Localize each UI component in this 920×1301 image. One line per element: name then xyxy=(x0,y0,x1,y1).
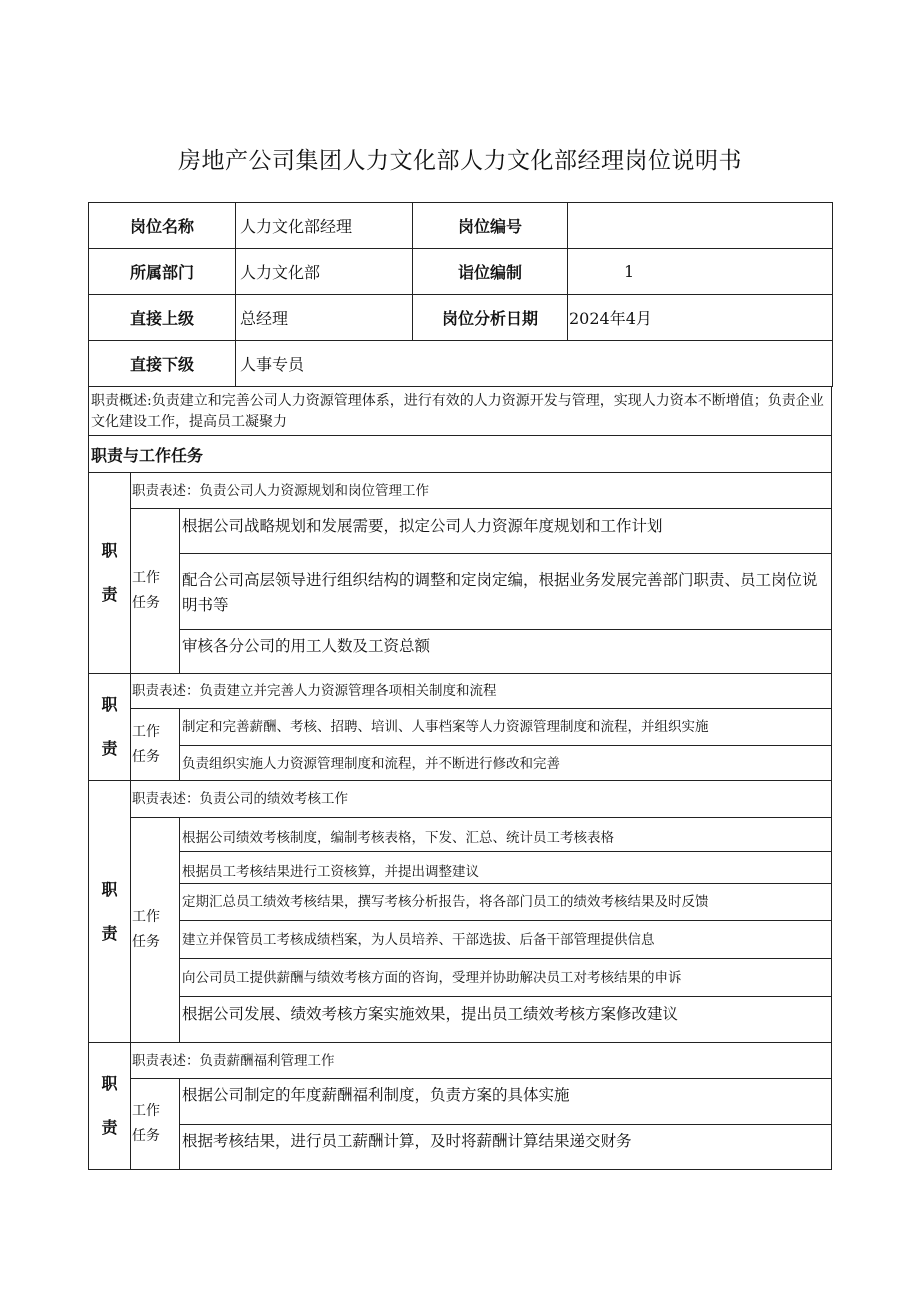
work-task-label: 工作 任务 xyxy=(130,509,180,673)
subordinate-label: 直接下级 xyxy=(89,341,236,387)
task-list xyxy=(180,818,831,1042)
basic-info-table xyxy=(88,202,833,387)
duty-description: 职责表述：负责公司人力资源规划和岗位管理工作 xyxy=(130,473,831,509)
list-item: 定期汇总员工绩效考核结果，撰写考核分析报告，将各部门员工的绩效考核结果及时反馈 xyxy=(180,883,831,920)
superior-label: 直接上级 xyxy=(89,295,236,341)
duty-description: 职责表述：负责公司的绩效考核工作 xyxy=(130,781,831,818)
duty-block-1 xyxy=(88,472,832,674)
list-item: 配合公司高层领导进行组织结构的调整和定岗定编，根据业务发展完善部门职责、员工岗位说明书等 xyxy=(180,553,831,629)
list-item: 根据公司制定的年度薪酬福利制度，负责方案的具体实施 xyxy=(182,1086,570,1104)
duty-side-label: 职 责 xyxy=(89,1043,131,1169)
list-item: 根据公司绩效考核制度，编制考核表格，下发、汇总、统计员工考核表格 xyxy=(182,830,614,846)
table-row xyxy=(89,295,833,341)
table-row xyxy=(89,249,833,295)
work-task-label: 工作 任务 xyxy=(130,709,180,780)
list-item: 审核各分公司的用工人数及工资总额 xyxy=(180,629,831,674)
task-list xyxy=(180,709,831,780)
list-item: 根据员工考核结果进行工资核算，并提出调整建议 xyxy=(180,851,831,883)
headcount-label: 诣位编制 xyxy=(413,249,568,295)
analysis-date-label: 岗位分析日期 xyxy=(413,295,568,341)
list-item: 根据公司发展、绩效考核方案实施效果，提出员工绩效考核方案修改建议 xyxy=(180,996,831,1044)
duty-side-label: 职 责 xyxy=(89,781,131,1042)
task-list xyxy=(180,509,831,673)
department-label: 所属部门 xyxy=(89,249,236,295)
list-item: 向公司员工提供薪酬与绩效考核方面的咨询，受理并协助解决员工对考核结果的申诉 xyxy=(180,958,831,996)
list-item: 负责组织实施人力资源管理制度和流程，并不断进行修改和完善 xyxy=(180,745,831,781)
duty-description: 职责表述：负责建立并完善人力资源管理各项相关制度和流程 xyxy=(130,674,831,709)
subordinate-value: 人事专员 xyxy=(236,341,833,387)
duty-block-4 xyxy=(88,1042,832,1170)
list-item: 根据公司战略规划和发展需要，拟定公司人力资源年度规划和工作计划 xyxy=(182,517,663,535)
work-task-label: 工作 任务 xyxy=(130,1079,180,1169)
table-row xyxy=(89,203,833,249)
headcount-value: 1 xyxy=(568,249,833,295)
work-task-label: 工作 任务 xyxy=(130,818,180,1042)
position-name-label: 岗位名称 xyxy=(89,203,236,249)
analysis-date-value: 2024年4月 xyxy=(568,295,833,341)
duty-side-label: 职 责 xyxy=(89,473,131,673)
duty-side-label: 职 责 xyxy=(89,674,131,780)
duty-description: 职责表述：负责薪酬福利管理工作 xyxy=(130,1043,831,1079)
position-name-value: 人力文化部经理 xyxy=(236,203,413,249)
page-title: 房地产公司集团人力文化部人力文化部经理岗位说明书 xyxy=(178,148,742,174)
duty-block-2 xyxy=(88,673,832,781)
duty-block-3 xyxy=(88,780,832,1043)
task-list xyxy=(180,1079,831,1169)
position-no-value xyxy=(568,203,833,249)
superior-value: 总经理 xyxy=(236,295,413,341)
department-value: 人力文化部 xyxy=(236,249,413,295)
list-item: 根据考核结果，进行员工薪酬计算，及时将薪酬计算结果递交财务 xyxy=(180,1124,831,1170)
table-row xyxy=(89,341,833,387)
list-item: 建立并保管员工考核成绩档案，为人员培养、干部选拔、后备干部管理提供信息 xyxy=(180,920,831,958)
list-item: 制定和完善薪酬、考核、招聘、培训、人事档案等人力资源管理制度和流程，并组织实施 xyxy=(182,719,709,735)
position-no-label: 岗位编号 xyxy=(413,203,568,249)
section-heading: 职责与工作任务 xyxy=(88,436,832,473)
duty-summary: 职责概述:负责建立和完善公司人力资源管理体系，进行有效的人力资源开发与管理，实现人力资本不断增值；负责企业文化建设工作，提高员工凝聚力 xyxy=(88,386,832,436)
